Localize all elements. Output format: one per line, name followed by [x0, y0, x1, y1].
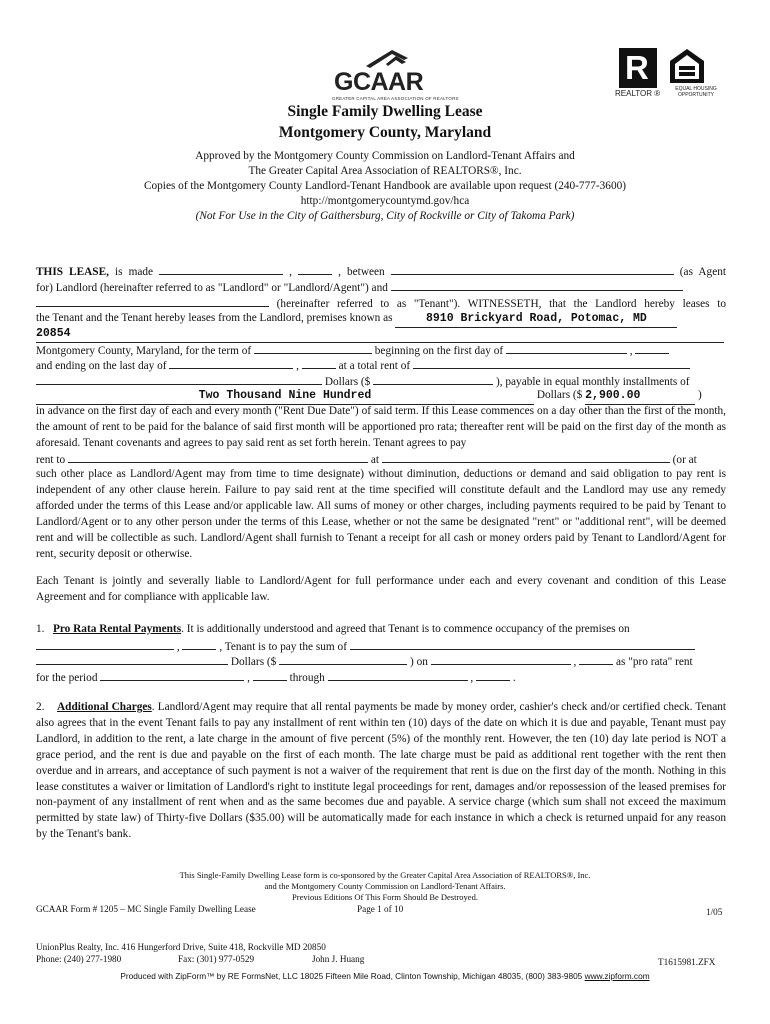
monthly-rent-amount-field[interactable]: 2,900.00: [585, 388, 695, 405]
tenant-ref-text: (hereinafter referred to as "Tenant"). WITNESSETH, that the Landlord hereby leases to: [276, 298, 726, 310]
between-text: , between: [338, 266, 385, 278]
section-1-line-2: , , Tenant is to pay the sum of: [36, 638, 726, 656]
total-rent-amount-field[interactable]: [373, 373, 493, 385]
tenant-pay-text: , Tenant is to pay the sum of: [219, 641, 347, 653]
prorata-words-field[interactable]: [350, 638, 695, 650]
through-text: through: [289, 672, 325, 684]
rent-address-field[interactable]: [382, 451, 670, 463]
premises-zip-field[interactable]: 20854: [36, 326, 724, 343]
joint-liability-paragraph: Each Tenant is jointly and severally liable to Landlord/Agent for full performance under each and every covenant and condition of this Lease Agreement and for compliance with applicable law.: [36, 575, 726, 603]
prorata-amount-field[interactable]: [279, 653, 407, 665]
eho-label-line2: OPPORTUNITY: [677, 92, 715, 98]
period-start-year-field[interactable]: [253, 669, 287, 681]
agent-name: John J. Huang: [312, 954, 365, 964]
zipform-footer: [0, 971, 770, 981]
section-2-paragraph: [36, 700, 726, 843]
intro-line-3: Copies of the Montgomery County Landlord-Tenant Handbook are available upon request (240-777-3600): [143, 180, 627, 192]
period-end-year-field[interactable]: [476, 669, 510, 681]
tenant-name-field-2[interactable]: [36, 295, 269, 307]
payable-text: ), payable in equal monthly installments of: [495, 376, 690, 388]
total-rent-words-field-2[interactable]: [36, 373, 322, 385]
realtor-label: REALTOR ®: [615, 89, 661, 98]
beginning-text: beginning on the first day of: [374, 345, 504, 357]
or-at-text: (or at: [672, 454, 697, 466]
occupancy-year-field[interactable]: [182, 638, 216, 650]
lease-line-1: THIS LEASE, is made , , between (as Agent: [36, 263, 726, 281]
for-landlord-text: for) Landlord (hereinafter referred to as "Landlord" or "Landlord/Agent") and: [36, 282, 388, 294]
lease-term-field[interactable]: [254, 342, 372, 354]
period-end-text: .: [512, 672, 516, 684]
zipform-text: Produced with ZipForm™ by RE FormsNet, LLC 18025 Fifteen Mile Road, Clinton Township, Michigan 48035, (800) 383-9805: [120, 971, 583, 981]
intro-line-1: Approved by the Montgomery County Commission on Landlord-Tenant Affairs and: [195, 150, 575, 162]
lease-line-6: Montgomery County, Maryland, for the term of beginning on the first day of ,: [36, 342, 726, 360]
lease-date-field[interactable]: [159, 263, 283, 275]
landlord-agent-field[interactable]: [391, 263, 674, 275]
zipform-link[interactable]: www.zipform.com: [584, 971, 650, 981]
section-1-line-1: [36, 622, 726, 638]
end-year-field[interactable]: [302, 357, 336, 369]
begin-year-field[interactable]: [635, 342, 669, 354]
tenant-name-field[interactable]: [391, 279, 683, 291]
section-1-heading: Pro Rata Rental Payments: [52, 623, 182, 635]
intro-line-5: (Not For Use in the City of Gaithersburg, City of Rockville or City of Takoma Park): [195, 210, 575, 222]
document-subtitle: Montgomery County, Maryland: [278, 124, 492, 141]
equal-housing-icon: [668, 47, 706, 85]
end-month-field[interactable]: [169, 357, 293, 369]
this-lease-heading: THIS LEASE,: [36, 266, 109, 278]
close-paren: ): [697, 389, 702, 401]
cosponsor-line-1: This Single-Family Dwelling Lease form is co-sponsored by the Greater Capital Area Association of REALTORS®, Inc.: [179, 870, 591, 880]
period-start-field[interactable]: [100, 669, 244, 681]
premises-text: the Tenant and the Tenant hereby leases from the Landlord, premises known as: [36, 312, 393, 324]
as-agent-text: (as Agent: [679, 266, 727, 278]
section-1-line-4: for the period , through , .: [36, 669, 726, 687]
section-2-heading: Additional Charges: [57, 701, 152, 713]
cosponsor-line-2: and the Montgomery County Commission on Landlord-Tenant Affairs.: [264, 881, 506, 891]
county-term-text: Montgomery County, Maryland, for the term of: [36, 345, 252, 357]
section-1-number: 1.: [36, 623, 45, 635]
gcaar-logo-text: GCAAR: [334, 68, 424, 96]
total-rent-words-field[interactable]: [413, 357, 690, 369]
dollars-text-3: Dollars ($: [230, 656, 277, 668]
at-text: at: [370, 454, 379, 466]
prorata-due-date-field[interactable]: [431, 653, 571, 665]
occupancy-date-field[interactable]: [36, 638, 174, 650]
file-id: T1615981.ZFX: [658, 957, 716, 967]
intro-line-2: The Greater Capital Area Association of REALTORS®, Inc.: [248, 165, 522, 177]
dollars-text: Dollars ($: [324, 376, 371, 388]
total-rent-text: at a total rent of: [338, 360, 411, 372]
begin-month-field[interactable]: [506, 342, 627, 354]
as-prorata-text: as "pro rata" rent: [616, 656, 693, 668]
rent-obligation-paragraph: such other place as Landlord/Agent may from time to time designate) without diminution, deductions or demand and said obligation to pay rent is independent of any other clause herein. Failure to pay said rent at the time specified will constitute default and the Landlord may use any remedy afforded under the terms of this Lease and/or applicable law. All sums of money or other charges, including payments required to be paid by Tenant to Landlord/Agent or to any other person under the terms of this Lease, whether or not the same be designated "rent" or "additional rent", will be deemed rent and will be collectible as such. Landlord/Agent shall furnish to Tenant a receipt for all cash or money orders paid by Tenant to Landlord/Agent for rent, security deposit or otherwise.: [36, 468, 726, 560]
on-text: ) on: [409, 656, 428, 668]
brokerage-phone: Phone: (240) 277-1980: [36, 954, 122, 964]
section-2-text: . Landlord/Agent may require that all rental payments be made by money order, cashier's check and/or certified check. Tenant also agrees that in the event Tenant fails to pay any installment of rent within ten (10) days of the date on which it is due and payable, Tenant must pay Landlord, in addition to the rent, a late charge in the amount of five percent (5%) of the monthly rent. However, the ten (10) day late period is NOT a grace period, and the rent is due and payable on the first of each month. The late charge must be paid as additional rent together with the rent then overdue and in arrears, and acceptance of such payment is not a waiver of the requirement that rent is due on the first day of the month. Nothing in this lease constitutes a waiver or limitation of Landlord's right to institute legal proceedings for rent, damages and/or repossession of the leased premises for non-payment of any installment of rent when and as the same becomes due and payable. A service charge (which sum shall not exceed the maximum permitted by state law) of Thirty-five Dollars ($35.00) will be automatically made for each instance in which a check is returned unpaid for any reason by the Tenant's bank.: [36, 701, 727, 841]
section-1-text: . It is additionally understood and agreed that Tenant is to commence occupancy of the premises on: [181, 623, 630, 635]
monthly-rent-words-field[interactable]: Two Thousand Nine Hundred: [36, 388, 534, 405]
page-number: Page 1 of 10: [357, 904, 404, 914]
is-made-text: is made: [115, 266, 154, 278]
form-number: GCAAR Form # 1205 – MC Single Family Dwelling Lease: [36, 904, 256, 914]
realtor-mark: R: [625, 49, 649, 86]
equal-housing-label: [668, 86, 724, 98]
document-title: Single Family Dwelling Lease: [287, 103, 483, 120]
form-revision: 1/05: [706, 907, 723, 917]
brokerage-fax: Fax: (301) 977-0529: [178, 954, 255, 964]
realtor-logo-icon: [619, 48, 657, 88]
premises-address-field[interactable]: 8910 Brickyard Road, Potomac, MD: [395, 311, 677, 328]
prorata-due-year-field[interactable]: [579, 653, 613, 665]
rent-terms-paragraph: in advance on the first day of each and every month ("Rent Due Date") of said term. If this Lease commences on a day other than the first of the month, the amount of rent to be paid for the balance of said first month will be apportioned pro rata; thereafter rent will be paid on the first day of the month as aforesaid. Tenant covenants and agrees to pay said rent as set forth herein. Tenant agrees to pay: [36, 405, 726, 449]
gcaar-logo: [330, 44, 459, 102]
eho-label-line1: EQUAL HOUSING: [675, 86, 717, 92]
section-2-number: 2.: [36, 701, 45, 713]
hca-link[interactable]: http://montgomerycountymd.gov/hca: [300, 195, 470, 207]
lease-line-5: [36, 326, 726, 343]
rent-to-text: rent to: [36, 454, 66, 466]
gcaar-logo-subtext: GREATER CAPITAL AREA ASSOCIATION OF REALTORS: [332, 96, 459, 101]
ending-text: and ending on the last day of: [36, 360, 167, 372]
rent-payee-field[interactable]: [68, 451, 368, 463]
period-end-field[interactable]: [328, 669, 468, 681]
lease-line-7: and ending on the last day of , at a total rent of: [36, 357, 726, 375]
previous-editions-note: Previous Editions Of This Form Should Be Destroyed.: [292, 892, 478, 902]
for-period-text: for the period: [36, 672, 98, 684]
lease-year-field[interactable]: [298, 263, 332, 275]
section-1-line-3: Dollars ($ ) on , as "pro rata" rent: [36, 653, 726, 671]
prorata-words-field-2[interactable]: [36, 653, 228, 665]
lease-line-9: [36, 388, 726, 405]
brokerage-address: UnionPlus Realty, Inc. 416 Hungerford Drive, Suite 418, Rockville MD 20850: [36, 942, 326, 952]
dollars-text-2: Dollars ($: [536, 389, 583, 401]
